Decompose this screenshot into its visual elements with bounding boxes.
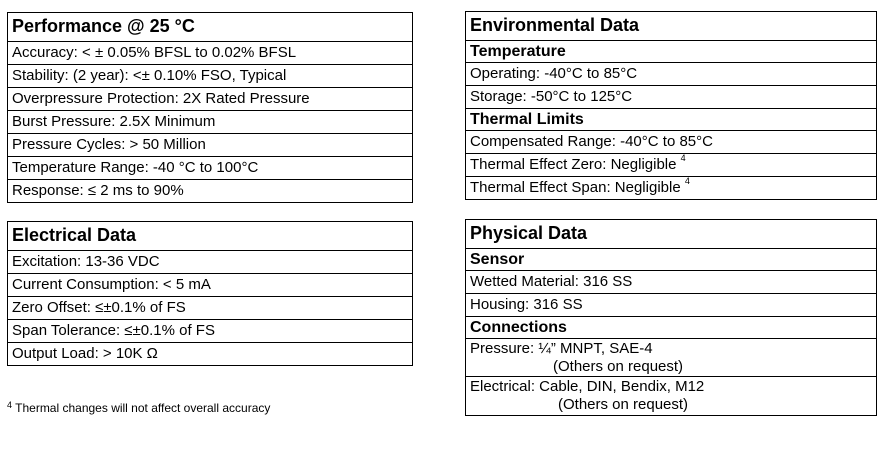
pressure-connection-line1: Pressure: ¼” MNPT, SAE-4: [470, 340, 653, 357]
physical-row-wetted: Wetted Material: 316 SS: [466, 270, 876, 293]
electrical-connection-line1: Electrical: Cable, DIN, Bendix, M12: [470, 378, 705, 395]
temperature-subheading: Temperature: [466, 40, 876, 62]
environmental-table: [465, 11, 877, 200]
performance-row-response: Response: ≤ 2 ms to 90%: [8, 179, 412, 202]
electrical-table: [7, 221, 413, 366]
footnote: [7, 401, 270, 415]
performance-row-accuracy: Accuracy: < ± 0.05% BFSL to 0.02% BFSL: [8, 41, 412, 64]
environmental-row-operating: Operating: -40°C to 85°C: [466, 62, 876, 85]
physical-row-pressure-connection: [466, 338, 876, 376]
physical-table: [465, 219, 877, 416]
electrical-row-current: Current Consumption: < 5 mA: [8, 273, 412, 296]
performance-table: [7, 12, 413, 203]
environmental-title: Environmental Data: [470, 15, 640, 35]
environmental-row-effect-span: [466, 176, 876, 199]
thermal-limits-subheading: Thermal Limits: [466, 108, 876, 130]
electrical-title: Electrical Data: [12, 225, 137, 245]
environmental-row-compensated: Compensated Range: -40°C to 85°C: [466, 130, 876, 153]
environmental-row-storage: Storage: -50°C to 125°C: [466, 85, 876, 108]
performance-row-temperature: Temperature Range: -40 °C to 100°C: [8, 156, 412, 179]
physical-title: Physical Data: [470, 223, 588, 243]
electrical-row-excitation: Excitation: 13-36 VDC: [8, 250, 412, 273]
performance-row-cycles: Pressure Cycles: > 50 Million: [8, 133, 412, 156]
electrical-row-zero-offset: Zero Offset: ≤±0.1% of FS: [8, 296, 412, 319]
connections-subheading: Connections: [466, 316, 876, 338]
physical-row-housing: Housing: 316 SS: [466, 293, 876, 316]
footnote-text: Thermal changes will not affect overall accuracy: [15, 401, 271, 415]
sensor-subheading: Sensor: [466, 248, 876, 270]
physical-row-electrical-connection: [466, 376, 876, 415]
footnote-marker: 4: [684, 176, 690, 186]
effect-zero-text: Thermal Effect Zero: Negligible: [470, 156, 677, 173]
footnote-marker: 4: [680, 153, 686, 163]
environmental-row-effect-zero: [466, 153, 876, 176]
performance-row-burst: Burst Pressure: 2.5X Minimum: [8, 110, 412, 133]
performance-row-overpressure: Overpressure Protection: 2X Rated Pressure: [8, 87, 412, 110]
performance-row-stability: Stability: (2 year): <± 0.10% FSO, Typical: [8, 64, 412, 87]
electrical-connection-line2: (Others on request): [558, 396, 689, 413]
effect-span-text: Thermal Effect Span: Negligible: [470, 179, 681, 196]
electrical-row-span: Span Tolerance: ≤±0.1% of FS: [8, 319, 412, 342]
footnote-number: 4: [7, 400, 13, 410]
performance-title: Performance @ 25 °C: [12, 16, 195, 36]
pressure-connection-line2: (Others on request): [553, 358, 684, 375]
electrical-row-output-load: Output Load: > 10K Ω: [8, 342, 412, 365]
